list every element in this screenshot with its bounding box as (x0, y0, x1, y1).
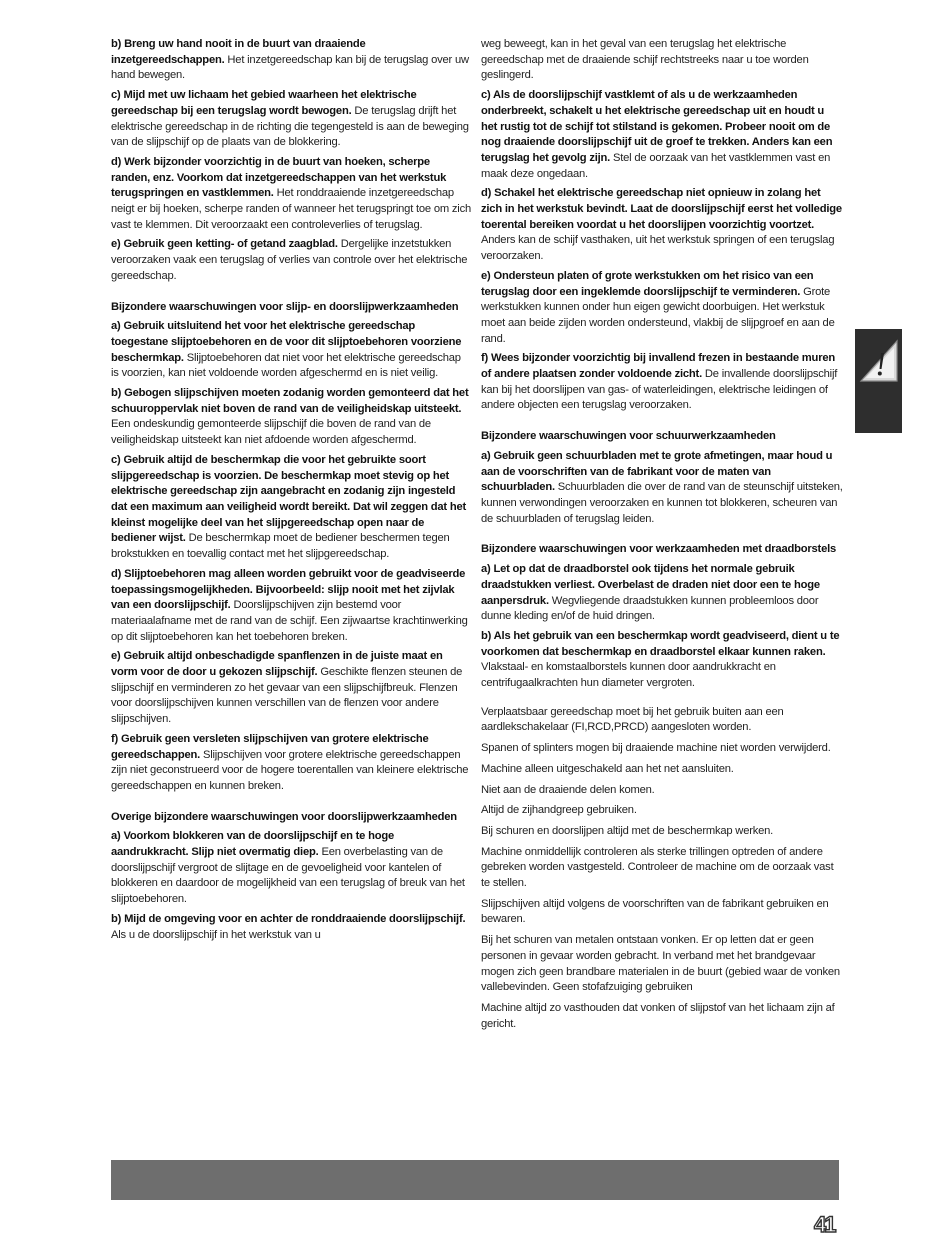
warning-body: Anders kan de schijf vasthaken, uit het werkstuk springen of een terugslag veroorzaken. (481, 234, 835, 263)
section-heading: Bijzondere waarschuwingen voor slijp- en doorslijpwerkzaamheden (111, 300, 459, 313)
warning-lead: a) Gebruik geen schuurbladen met te grote afmetingen, maar houd u aan de voorschriften van de fabrikant voor de maten van schuurbladen. (481, 449, 833, 494)
warning-body: Als u de doorslijpschijf in het werkstuk van u (111, 928, 321, 941)
warning-paragraph (481, 269, 843, 348)
warning-paragraph (111, 649, 471, 728)
warning-lead: f) Gebruik geen versleten slijpschijven van grotere elektrische gereedschappen. (111, 732, 429, 761)
instruction-line: Bij schuren en doorslijpen altijd met de beschermkap werken. (481, 824, 774, 837)
warning-body: Dergelijke inzetstukken veroorzaken vaak een terugslag of verlies van controle over het elektrische gereedschap. (111, 238, 468, 282)
section-heading: Bijzondere waarschuwingen voor schuurwerkzaamheden (481, 430, 776, 443)
warning-paragraph (481, 37, 843, 84)
warning-paragraph (481, 562, 843, 625)
warning-body: De terugslag drijft het elektrische gereedschap in de richting die tegengesteld is aan de beweging van de slijpschijf op de plaats van de blokkering. (111, 104, 469, 149)
warning-lead: c) Gebruik altijd de beschermkap die voor het gebruikte soort slijpgereedschap is voorzien. De beschermkap moet stevig op het elektrische gereedschap zijn aangebracht en zodanig zijn ingesteld dat een maximum aan veiligheid wordt bereikt. Dat wil zeggen dat het kleinst mogelijke deel van het slijpgereedschap open naar de bediener wijst. (111, 453, 467, 545)
warning-paragraph (111, 732, 471, 795)
right-column (481, 37, 843, 1037)
warning-body: Een ondeskundig gemonteerde slijpschijf die boven de rand van de veiligheidskap uitsteekt kan niet afdoende worden afgeschermd. (111, 418, 431, 447)
instruction-line: Machine altijd zo vasthouden dat vonken of slijpstof van het lichaam zijn af gericht. (481, 1001, 835, 1030)
warning-paragraph (481, 449, 843, 528)
instruction-line: Machine onmiddellijk controleren als sterke trillingen optreden of andere gebreken worden vastgesteld. Controleer de machine om de oorzaak vast te stellen. (481, 845, 834, 890)
left-column (111, 37, 471, 947)
warning-lead: d) Schakel het elektrische gereedschap niet opnieuw in zolang het zich in het werkstuk bevindt. Laat de doorslijpschijf eerst het volledige toerental bereiken voordat u het doorslijpen voorzichtig voortzet. (481, 187, 842, 231)
warning-paragraph (111, 319, 471, 382)
warning-lead: d) Werk bijzonder voorzichtig in de buurt van hoeken, scherpe randen, enz. Voorkom dat inzetgereedschappen van het werkstuk terugspringen en vastklemmen. (111, 155, 447, 200)
warning-lead: f) Wees bijzonder voorzichtig bij invallend frezen in bestaande muren of andere plaatsen zonder voldoende zicht. (481, 352, 835, 381)
instruction-line: Verplaatsbaar gereedschap moet bij het gebruik buiten aan een aardlekschakelaar (FI,RCD,PRCD) aangesloten worden. (481, 705, 784, 734)
warning-paragraph (111, 453, 471, 563)
warning-body: Geschikte flenzen steunen de slijpschijf en verminderen zo het gevaar van een slijpschijfbreuk. Flenzen voor doorslijpschijven kunnen verschillen van de flenzen voor andere slijpschijven. (111, 666, 463, 726)
warning-body: Het inzetgereedschap kan bij de terugslag over uw hand bewegen. (111, 53, 469, 82)
warning-paragraph (111, 829, 471, 908)
warning-triangle-icon (857, 335, 901, 385)
warning-body: Doorslijpschijven zijn bestemd voor materiaalafname met de rand van de schijf. Een zijwaartse krachtinwerking op dit slijptoebehoren kan het toebehoren breken. (111, 599, 468, 643)
warning-paragraph (111, 237, 471, 284)
warning-paragraph (111, 386, 471, 449)
warning-lead: c) Als de doorslijpschijf vastklemt of als u de werkzaamheden onderbreekt, schakelt u het elektrische gereedschap uit en houdt u het rustig tot de schijf tot stilstand is gekomen. Probeer nooit om de nog draaiende doorslijpschijf uit de groef te trekken. Anders kan een terugslag het gevolg zijn. (481, 89, 833, 164)
instruction-line: Bij het schuren van metalen ontstaan vonken. Er op letten dat er geen personen in gevaar worden gebracht. In verband met het brandgevaar mogen zich geen brandbare materialen in de buurt (gebied waar de vonken vallebevinden. Geen stofafzuiging gebruiken (481, 934, 840, 994)
section-heading: Bijzondere waarschuwingen voor werkzaamheden met draadborstels (481, 543, 837, 556)
warning-lead: b) Gebogen slijpschijven moeten zodanig worden gemonteerd dat het schuuroppervlak niet boven de rand van de veiligheidskap uitsteekt. (111, 387, 469, 415)
warning-paragraph (111, 37, 471, 84)
instruction-line: Machine alleen uitgeschakeld aan het net aansluiten. (481, 762, 734, 775)
instruction-line: Altijd de zijhandgreep gebruiken. (481, 804, 637, 817)
warning-paragraph (111, 567, 471, 646)
warning-lead: a) Let op dat de draadborstel ook tijdens het normale gebruik draadstukken verliest. Overbelast de draden niet door een te hoge aanpersdruk. (481, 563, 820, 607)
section-heading: Overige bijzondere waarschuwingen voor doorslijpwerkzaamheden (111, 810, 457, 823)
instruction-line: Niet aan de draaiende delen komen. (481, 783, 655, 796)
warning-body: Slijpschijven voor grotere elektrische gereedschappen zijn niet geconstrueerd voor de hogere toerentallen van kleinere elektrische gereedschappen en kunnen breken. (111, 748, 469, 792)
warning-body: weg beweegt, kan in het geval van een terugslag het elektrische gereedschap met de draaiende schijf rechtstreeks naar u toe worden geslingerd. (481, 38, 809, 82)
warning-lead: b) Breng uw hand nooit in de buurt van draaiende inzetgereedschappen. (111, 38, 366, 66)
warning-body: Schuurbladen die over de rand van de steunschijf uitsteken, kunnen verwondingen veroorzaken en kunnen tot blokkeren, scheuren van de schuurbladen of terugslag leiden. (481, 481, 843, 525)
warning-lead: e) Gebruik geen ketting- of getand zaagblad. (111, 238, 338, 251)
instruction-line: Spanen of splinters mogen bij draaiende machine niet worden verwijderd. (481, 742, 831, 755)
warning-paragraph (481, 88, 843, 182)
footer-bar (111, 1160, 839, 1200)
safety-warning-tab (855, 329, 902, 433)
warning-body: Grote werkstukken kunnen onder hun eigen gewicht doorbuigen. Het werkstuk moet aan beide zijden worden ondersteund, vlakbij de slijpgroef en aan de rand. (481, 285, 835, 345)
warning-body: De invallende doorslijpschijf kan bij het doorslijpen van gas- of waterleidingen, elektrische leidingen of andere objecten een terugslag veroorzaken. (481, 368, 838, 412)
instruction-line: Slijpschijven altijd volgens de voorschriften van de fabrikant gebruiken en bewaren. (481, 897, 829, 926)
warning-body: Het ronddraaiende inzetgereedschap neigt er bij hoeken, scherpe randen of wanneer het terugspringt toe om zich vast te klemmen. Dit veroorzaakt een controleverlies of terugslag. (111, 187, 472, 231)
warning-body: Wegvliegende draadstukken kunnen probleemloos door dunne kleding en/of de huid dringen. (481, 594, 819, 623)
warning-lead: b) Mijd de omgeving voor en achter de ronddraaiende doorslijpschijf. (111, 912, 466, 925)
warning-lead: a) Gebruik uitsluitend het voor het elektrische gereedschap toegestane slijptoebehoren en de voor dit slijptoebehoren voorziene beschermkap. (111, 320, 462, 364)
warning-paragraph (481, 351, 843, 414)
warning-body: De beschermkap moet de bediener beschermen tegen brokstukken en toevallig contact met het slijpgereedschap. (111, 532, 450, 561)
warning-paragraph (111, 88, 471, 151)
warning-body: Slijptoebehoren dat niet voor het elektrische gereedschap is voorzien, kan niet voldoende worden afgeschermd en is niet veilig. (111, 351, 461, 380)
warning-paragraph (481, 629, 843, 692)
warning-body: Vlakstaal- en komstaalborstels kunnen door aandrukkracht en centrifugaalkrachten hun diameter vergroten. (481, 661, 776, 690)
warning-lead: e) Gebruik altijd onbeschadigde spanflenzen in de juiste maat en vorm voor de door u gekozen slijpschijf. (111, 650, 443, 679)
page-number: 41 (814, 1212, 835, 1237)
warning-lead: d) Slijptoebehoren mag alleen worden gebruikt voor de geadviseerde toepassingsmogelijkheden. Bijvoorbeeld: slijp nooit met het zijvlak van een doorslijpschijf. (111, 567, 466, 612)
warning-lead: c) Mijd met uw lichaam het gebied waarheen het elektrische gereedschap bij een terugslag wordt bewogen. (111, 89, 417, 117)
warning-paragraph (111, 155, 471, 234)
warning-body: Een overbelasting van de doorslijpschijf vergroot de slijtage en de gevoeligheid voor kantelen of blokkeren en daardoor de mogelijkheid van een terugslag of breuk van het slijptoebehoren. (111, 846, 465, 906)
warning-paragraph (481, 186, 843, 265)
warning-paragraph (111, 912, 471, 943)
section-spacer (481, 696, 843, 705)
warning-body: Stel de oorzaak van het vastklemmen vast en maak deze ongedaan. (481, 151, 831, 180)
warning-lead: e) Ondersteun platen of grote werkstukken om het risico van een terugslag door een ingeklemde doorslijpschijf te verminderen. (481, 269, 814, 298)
warning-lead: b) Als het gebruik van een beschermkap wordt geadviseerd, dient u te voorkomen dat beschermkap en draadborstel elkaar kunnen raken. (481, 629, 840, 658)
warning-lead: a) Voorkom blokkeren van de doorslijpschijf en te hoge aandrukkracht. Slijp niet overmatig diep. (111, 830, 395, 859)
